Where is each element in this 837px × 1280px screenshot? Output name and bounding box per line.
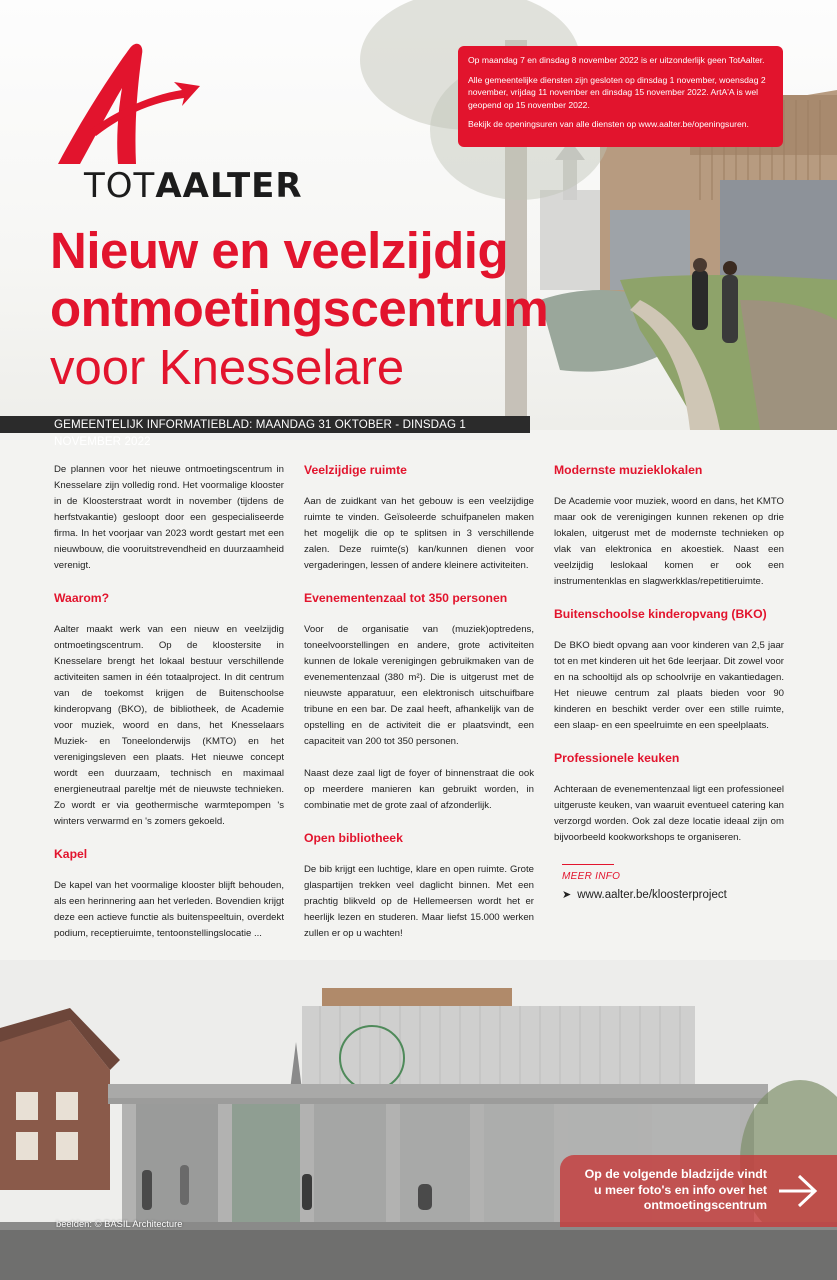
heading-veelzijdige-ruimte: Veelzijdige ruimte [304, 463, 407, 477]
logo-aalter-text: AALTER [155, 166, 303, 206]
paragraph-open-bibliotheek: De bib krijgt een luchtige, klare en open ruimte. Grote glaspartijen trekken veel daglicht binnen. Met een prachtig blikveld op de Hellemeersen wordt het er heerlijk lezen en studeren. Maar liefst 15.000 werken zullen er op u wachten! [304, 864, 534, 939]
heading-muzieklokalen: Modernste muzieklokalen [554, 463, 703, 477]
pointer-cursor-icon: ➤ [562, 889, 572, 901]
notice-paragraph-2: Alle gemeentelijke diensten zijn gesloten op dinsdag 1 november, woensdag 2 november, vrijdag 11 november en dinsdag 15 november 2022. ArtA'A is wel geopend op 15 november 2022. [468, 74, 766, 110]
more-info-url[interactable]: www.aalter.be/kloosterproject [577, 889, 727, 901]
building-rendering [0, 960, 837, 1280]
page-title [50, 222, 610, 338]
closure-notice [458, 46, 783, 147]
arrow-right-icon [777, 1173, 819, 1209]
page-subtitle: voor Knesselare [50, 341, 405, 395]
heading-bko: Buitenschoolse kinderopvang (BKO) [554, 607, 767, 621]
totaalter-logo [50, 42, 340, 212]
heading-waarom: Waarom? [54, 591, 110, 605]
logo-tot-text: TOT [84, 166, 156, 206]
logo-a-mark-icon [50, 42, 340, 172]
heading-kapel: Kapel [54, 847, 88, 861]
paragraph-evenementenzaal: Voor de organisatie van (muziek)optredens, toneelvoorstellingen en andere, grote activiteiten kunnen de lokale verenigingen gebruikmaken van de evenementenzaal (380 m²). Die is uitgerust met de nieuwste apparatuur, een elektronisch uitschuifbare tribune en een bar. De zaal heeft, afhankelijk van de opstelling en de activiteit die er plaatsvindt, een capaciteit van 200 tot 350 personen. [304, 624, 534, 747]
article-column-1 [54, 462, 284, 958]
more-info-label: MEER INFO [562, 871, 621, 882]
paragraph-veelzijdige-ruimte: Aan de zuidkant van het gebouw is een veelzijdige ruimte te vinden. Geïsoleerde schuifpanelen maken het mogelijk die op te splitsen in 3 verschillende zalen. Deze ruimte(s) kan/kunnen dienen voor vergaderingen, lessen of andere kleinere activiteiten. [304, 496, 534, 571]
paragraph-waarom: Aalter maakt werk van een nieuw en veelzijdig ontmoetingscentrum. Op de kloostersite in Knesselare brengt het lokaal bestuur verschillende activiteiten samen in één totaalproject. In dit centrum van de toekomst krijgen de Buitenschoolse kinderopvang (BKO), de bibliotheek, de Academie voor muziek, woord en dans, het Knesselaars Muziek- en Toneelonderwijs (KMTO) en het verenigingsleven een plaats. Het nieuwe concept wordt een duurzaam, technisch en maximaal energieneutraal pareltje mét de nieuwste technieken. Zo wordt er via geothermische warmtepompen 's winters verwarmd en 's zomers gekoeld. [54, 624, 284, 827]
paragraph-muzieklokalen: De Academie voor muziek, woord en dans, het KMTO maar ook de verenigingen kunnen rekenen op drie lokalen, uitgerust met de modernste technieken op vlak van elektronica en akoestiek. Naast een veelzijdig leslokaal komen er ook een instrumentenklas en slagwerkklas/repetitieruimte. [554, 496, 784, 587]
callout-line-2: u meer foto's en info over het [594, 1182, 767, 1197]
callout-line-1: Op de volgende bladzijde vindt [584, 1167, 767, 1181]
heading-open-bibliotheek: Open bibliotheek [304, 831, 403, 845]
article-column-2 [304, 462, 534, 958]
intro-paragraph: De plannen voor het nieuwe ontmoetingscentrum in Knesselare zijn volledig rond. Het voormalige klooster in de Kloosterstraat wordt in november (tijdens de herfstvakantie) gesloopt door een gespecialiseerde firma. In het voorjaar van 2023 wordt gestart met een nieuwbouw, die vooruitstrevendheid en duurzaamheid verenigt. [54, 464, 284, 571]
paragraph-keuken: Achteraan de evenementenzaal ligt een professioneel uitgeruste keuken, van waaruit eventueel catering kan verzorgd worden. Ook zal deze locatie ideaal zijn om bijvoorbeeld kookworkshops te organiseren. [554, 784, 784, 843]
title-line-2: ontmoetingscentrum [50, 280, 549, 337]
more-info-divider [562, 864, 614, 865]
publication-info-bar: GEMEENTELIJK INFORMATIEBLAD: MAANDAG 31 OKTOBER - DINSDAG 1 NOVEMBER 2022 [0, 416, 530, 433]
image-credits: beelden: © BASIL Architecture [56, 1218, 183, 1229]
notice-paragraph-3: Bekijk de openingsuren van alle diensten op www.aalter.be/openingsuren. [468, 119, 749, 129]
next-page-callout[interactable] [560, 1155, 837, 1227]
title-line-1: Nieuw en veelzijdig [50, 222, 509, 279]
more-info-block [554, 864, 784, 903]
callout-line-3: ontmoetingscentrum [643, 1198, 767, 1212]
article-column-3 [554, 462, 784, 903]
paragraph-foyer: Naast deze zaal ligt de foyer of binnenstraat die ook op meerdere manieren kan gebruikt worden, in combinatie met de grote zaal of afzonderlijk. [304, 768, 534, 811]
notice-paragraph-1: Op maandag 7 en dinsdag 8 november 2022 is er uitzonderlijk geen TotAalter. [468, 55, 765, 65]
heading-keuken: Professionele keuken [554, 751, 680, 765]
more-info-link[interactable] [554, 887, 784, 903]
paragraph-bko: De BKO biedt opvang aan voor kinderen van 2,5 jaar tot en met kinderen uit het 6de leerjaar. Dit zowel voor en na schooltijd als op schoolvrije en vakantiedagen. Het nieuwe centrum zal plaats bieden voor 90 kinderen en beschikt verder over een stille ruimte, een slaap- en een speelruimte en een speelplaats. [554, 640, 784, 731]
heading-evenementenzaal: Evenementenzaal tot 350 personen [304, 591, 508, 605]
paragraph-kapel: De kapel van het voormalige klooster blijft behouden, als een herinnering aan het verleden. Bovendien krijgt deze een actieve functie als buitenspeeltuin, overdekt podium, receptieruimte, tentoonstellingslocatie ... [54, 880, 284, 939]
